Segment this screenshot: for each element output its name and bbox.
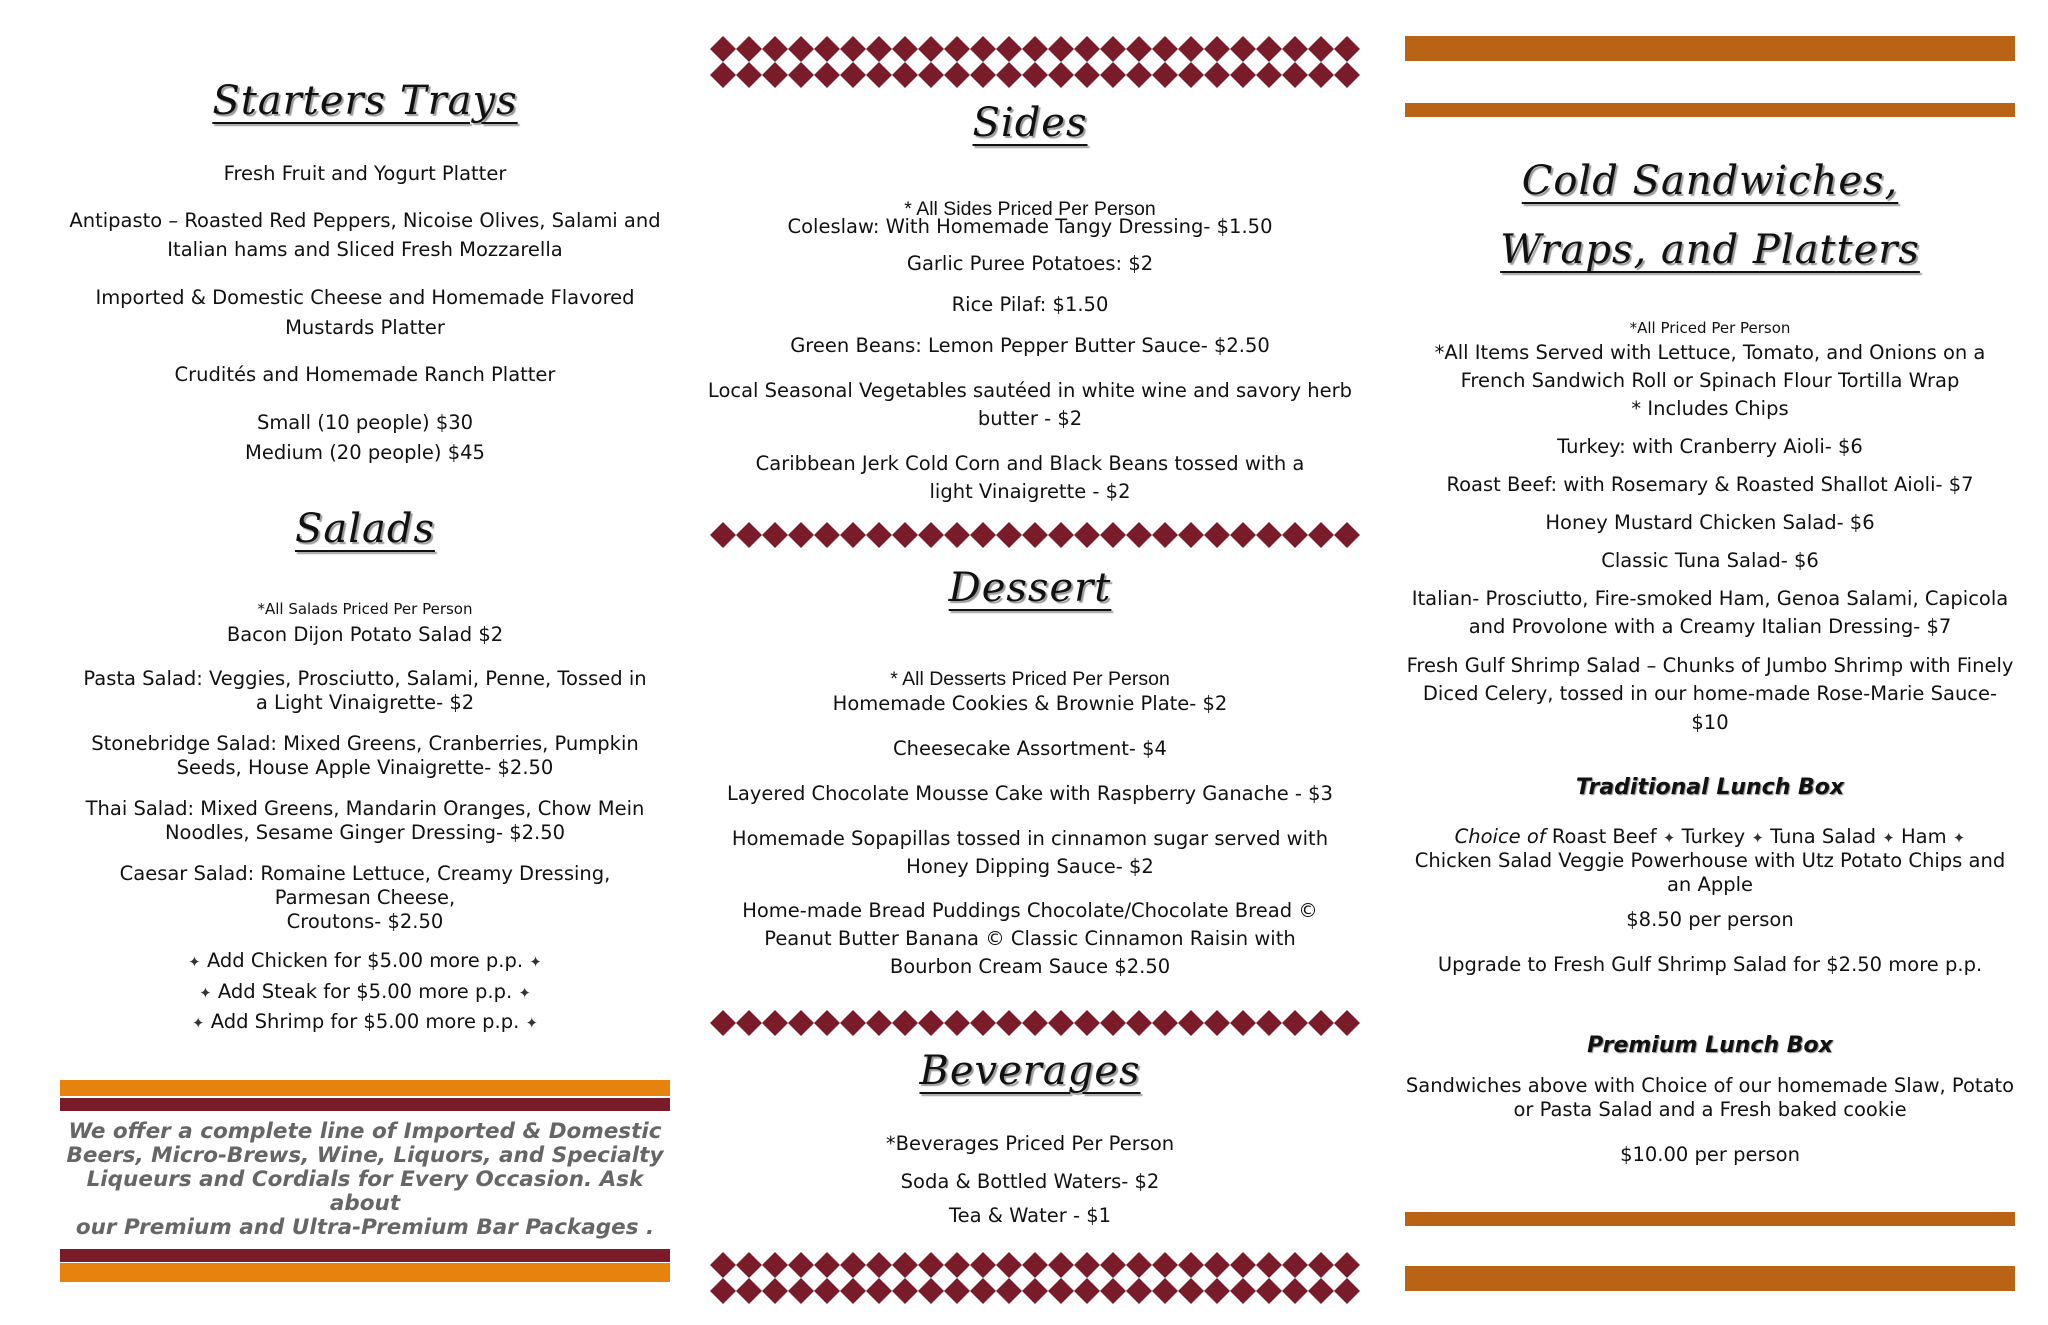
promo-line: Beers, Micro-Brews, Wine, Liquors, and Specialty xyxy=(66,1143,664,1168)
menu-item: Local Seasonal Vegetables sautéed in white wine and savory herb xyxy=(707,379,1353,402)
menu-item: Italian- Prosciutto, Fire-smoked Ham, Genoa Salami, Capicola xyxy=(1411,587,2009,610)
menu-item: Turkey: with Cranberry Aioli- $6 xyxy=(1557,435,1863,458)
menu-item: Antipasto – Roasted Red Peppers, Nicoise Olives, Salami and xyxy=(69,209,661,232)
menu-item: Homemade Cookies & Brownie Plate- $2 xyxy=(832,692,1228,715)
menu-item: Croutons- $2.50 xyxy=(286,910,444,933)
menu-item: Imported & Domestic Cheese and Homemade Flavored xyxy=(95,286,635,309)
star-icon: ✦ xyxy=(1882,829,1895,847)
star-icon: ✦ xyxy=(529,953,542,971)
star-icon: ✦ xyxy=(518,984,531,1002)
intro-line: * Includes Chips xyxy=(1631,397,1789,420)
menu-item: Diced Celery, tossed in our home-made Rose-Marie Sauce- $10 xyxy=(1422,682,1998,734)
star-icon: ✦ xyxy=(1952,829,1966,847)
menu-item: Medium (20 people) $45 xyxy=(245,441,485,464)
promo-line: We offer a complete line of Imported & Domestic xyxy=(68,1119,662,1144)
diamond-border-top xyxy=(710,36,1360,88)
sides-note: * All Sides Priced Per Person xyxy=(904,197,1156,220)
salads-title: Salads xyxy=(294,506,436,552)
orange-divider-bar xyxy=(60,1263,670,1282)
menu-item: Thai Salad: Mixed Greens, Mandarin Oranges, Chow Mein xyxy=(85,797,645,820)
brown-divider-bar xyxy=(1405,103,2015,117)
option: Ham xyxy=(1900,825,1947,848)
menu-item: Honey Mustard Chicken Salad- $6 xyxy=(1545,511,1875,534)
menu-item: Tea & Water - $1 xyxy=(948,1204,1112,1227)
premium-price: $10.00 per person xyxy=(1620,1143,1800,1166)
menu-item: and Provolone with a Creamy Italian Dressing- $7 xyxy=(1468,615,1952,638)
diamond-divider xyxy=(710,522,1360,548)
menu-item: Peanut Butter Banana © Classic Cinnamon Raisin with xyxy=(764,927,1296,950)
traditional-price: $8.50 per person xyxy=(1626,908,1794,931)
menu-item: Homemade Sopapillas tossed in cinnamon sugar served with xyxy=(731,827,1329,850)
menu-item: Garlic Puree Potatoes: $2 xyxy=(906,252,1154,275)
menu-item: Stonebridge Salad: Mixed Greens, Cranberries, Pumpkin xyxy=(91,732,639,755)
brown-divider-bar xyxy=(1405,1266,2015,1291)
promo-line: Liqueurs and Cordials for Every Occasion. Ask about xyxy=(86,1167,644,1216)
menu-item: Fresh Gulf Shrimp Salad – Chunks of Jumbo Shrimp with Finely xyxy=(1406,654,2014,677)
traditional-lunch-box-title: Traditional Lunch Box xyxy=(1575,775,1845,800)
menu-item: Crudités and Homemade Ranch Platter xyxy=(174,363,556,386)
upgrade-note: Upgrade to Fresh Gulf Shrimp Salad for $2.50 more p.p. xyxy=(1437,953,1983,976)
addon-item: ✦ Add Steak for $5.00 more p.p. ✦ xyxy=(199,980,531,1003)
menu-item: Fresh Fruit and Yogurt Platter xyxy=(223,162,507,185)
menu-item: Roast Beef: with Rosemary & Roasted Shallot Aioli- $7 xyxy=(1446,473,1974,496)
menu-item: Soda & Bottled Waters- $2 xyxy=(900,1170,1160,1193)
promo-line: our Premium and Ultra-Premium Bar Packages . xyxy=(75,1215,655,1240)
option: Turkey xyxy=(1681,825,1746,848)
menu-item: Bacon Dijon Potato Salad $2 xyxy=(226,623,504,646)
menu-item: Home-made Bread Puddings Chocolate/Chocolate Bread © xyxy=(742,899,1318,922)
menu-item: butter - $2 xyxy=(977,407,1083,430)
premium-lunch-box-title: Premium Lunch Box xyxy=(1587,1033,1833,1058)
menu-item: Noodles, Sesame Ginger Dressing- $2.50 xyxy=(164,821,566,844)
star-icon: ✦ xyxy=(1662,829,1676,847)
menu-item: Italian hams and Sliced Fresh Mozzarella xyxy=(167,238,563,261)
diamond-divider xyxy=(710,1010,1360,1036)
beverages-note: *Beverages Priced Per Person xyxy=(885,1132,1175,1155)
menu-item: light Vinaigrette - $2 xyxy=(929,480,1131,503)
premium-line: Sandwiches above with Choice of our homemade Slaw, Potato xyxy=(1405,1074,2015,1097)
addon-item: ✦ Add Shrimp for $5.00 more p.p. ✦ xyxy=(191,1010,539,1033)
menu-item: Bourbon Cream Sauce $2.50 xyxy=(889,955,1171,978)
lunch-box-line: an Apple xyxy=(1666,873,1754,896)
cold-title-line2: Wraps, and Platters xyxy=(1500,227,1920,273)
menu-item: Caesar Salad: Romaine Lettuce, Creamy Dressing, xyxy=(119,862,611,885)
orange-divider-bar xyxy=(60,1080,670,1096)
star-icon: ✦ xyxy=(188,953,201,971)
star-icon: ✦ xyxy=(525,1014,539,1032)
star-icon: ✦ xyxy=(191,1014,205,1032)
maroon-divider-bar xyxy=(60,1098,670,1111)
menu-item: Honey Dipping Sauce- $2 xyxy=(906,855,1154,878)
menu-item: Classic Tuna Salad- $6 xyxy=(1601,549,1819,572)
sides-title: Sides xyxy=(972,100,1088,146)
dessert-note: * All Desserts Priced Per Person xyxy=(890,667,1170,690)
lunch-box-line: Chicken Salad Veggie Powerhouse with Utz Potato Chips and xyxy=(1414,849,2006,872)
menu-item: Mustards Platter xyxy=(285,316,445,339)
star-icon: ✦ xyxy=(199,984,212,1002)
bar-packages-promo xyxy=(60,1120,670,1240)
option: Roast Beef xyxy=(1551,825,1657,848)
brown-divider-bar xyxy=(1405,1212,2015,1226)
maroon-divider-bar xyxy=(60,1249,670,1262)
option: Tuna Salad xyxy=(1770,825,1876,848)
brown-divider-bar xyxy=(1405,36,2015,61)
star-icon: ✦ xyxy=(1751,829,1764,847)
premium-line: or Pasta Salad and a Fresh baked cookie xyxy=(1513,1098,1907,1121)
menu-item: Parmesan Cheese, xyxy=(274,886,456,909)
salads-note: *All Salads Priced Per Person xyxy=(257,600,473,618)
dessert-title: Dessert xyxy=(948,565,1112,611)
starters-title: Starters Trays xyxy=(212,78,518,124)
intro-line: *All Items Served with Lettuce, Tomato, and Onions on a xyxy=(1434,341,1986,364)
menu-item: Caribbean Jerk Cold Corn and Black Beans tossed with a xyxy=(755,452,1305,475)
menu-item: Cheesecake Assortment- $4 xyxy=(893,737,1167,760)
menu-item: Coleslaw: With Homemade Tangy Dressing- $1.50 xyxy=(787,215,1273,238)
cold-note: *All Priced Per Person xyxy=(1629,319,1791,337)
choice-label: Choice of xyxy=(1454,825,1546,848)
menu-item: a Light Vinaigrette- $2 xyxy=(255,691,475,714)
diamond-border-bottom xyxy=(710,1252,1360,1304)
menu-item: Green Beans: Lemon Pepper Butter Sauce- $2.50 xyxy=(790,334,1270,357)
beverages-title: Beverages xyxy=(919,1048,1141,1094)
menu-item: Pasta Salad: Veggies, Prosciutto, Salami, Penne, Tossed in xyxy=(83,667,647,690)
addon-item: ✦ Add Chicken for $5.00 more p.p. ✦ xyxy=(188,949,542,972)
cold-title-line1: Cold Sandwiches, xyxy=(1521,158,1899,204)
menu-item: Seeds, House Apple Vinaigrette- $2.50 xyxy=(176,756,554,779)
menu-item: Rice Pilaf: $1.50 xyxy=(951,293,1109,316)
intro-line: French Sandwich Roll or Spinach Flour Tortilla Wrap xyxy=(1460,369,1960,392)
menu-item: Layered Chocolate Mousse Cake with Raspberry Ganache - $3 xyxy=(727,782,1333,805)
menu-item: Small (10 people) $30 xyxy=(256,411,474,434)
